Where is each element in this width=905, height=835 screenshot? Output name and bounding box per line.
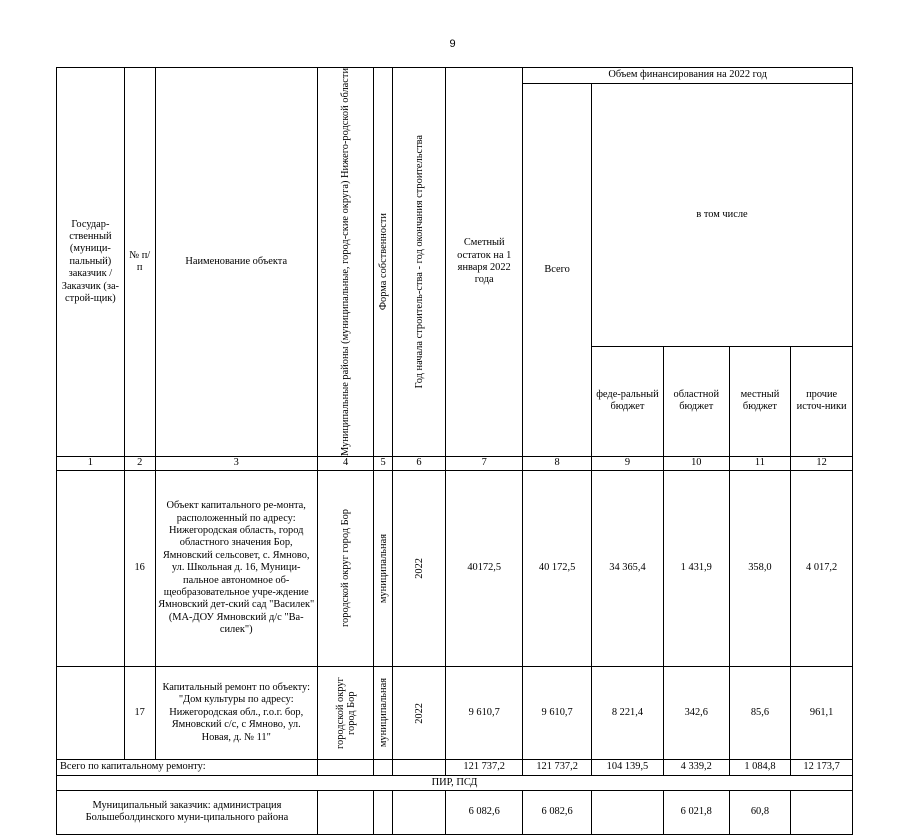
total-row xyxy=(57,759,853,775)
header-federal: феде-ральный бюджет xyxy=(592,346,664,456)
row-district-text: городской округ город Бор xyxy=(334,677,357,749)
header-funding: Объем финансирования на 2022 год xyxy=(523,68,853,84)
col-number: 7 xyxy=(446,456,523,470)
row-year-text: 2022 xyxy=(413,558,425,579)
row-federal: 34 365,4 xyxy=(592,470,664,666)
total-empty xyxy=(317,759,373,775)
total-local: 1 084,8 xyxy=(729,759,791,775)
row-name: Капитальный ремонт по объекту: "Дом культуры по адресу: Нижегородская обл., г.о.г. бор, Ямновский с/с, с Ямново, ул. Новая, д. № 11" xyxy=(155,666,317,759)
page-number: 9 xyxy=(449,38,456,50)
customer-empty xyxy=(374,790,392,834)
header-regional: областной бюджет xyxy=(663,346,729,456)
customer-label: Муниципальный заказчик: администрация Большеболдинского муни-ципального района xyxy=(57,790,318,834)
table-row xyxy=(57,666,853,759)
row-regional: 342,6 xyxy=(663,666,729,759)
col-number: 2 xyxy=(124,456,155,470)
customer-empty xyxy=(392,790,445,834)
row-other: 961,1 xyxy=(791,666,853,759)
col-number: 9 xyxy=(592,456,664,470)
total-empty xyxy=(374,759,392,775)
total-federal: 104 139,5 xyxy=(592,759,664,775)
row-name: Объект капитального ре-монта, расположенный по адресу: Нижегородская область, город областного значения Бор, Ямновский сельсовет, с. Ямново, ул. Школьная д. 16, Муници-пальное автономное об-щеобразовательное учре-ждение Ямновский дет-ский сад "Василек" (МА-ДОУ Ямновский д/с "Ва-силек") xyxy=(155,470,317,666)
financing-table xyxy=(56,67,853,835)
total-regional: 4 339,2 xyxy=(663,759,729,775)
col-number: 6 xyxy=(392,456,445,470)
row-district-text: городской округ город Бор xyxy=(340,509,352,628)
row-other: 4 017,2 xyxy=(791,470,853,666)
total-estimate: 121 737,2 xyxy=(446,759,523,775)
row-ownership-text: муниципальная xyxy=(377,533,389,604)
col-number: 8 xyxy=(523,456,592,470)
row-num: 17 xyxy=(124,666,155,759)
header-customer: Государ-ственный (муници-пальный) заказчик / Заказчик (за-строй-щик) xyxy=(57,68,125,457)
row-federal: 8 221,4 xyxy=(592,666,664,759)
row-year xyxy=(392,666,445,759)
col-number: 4 xyxy=(317,456,373,470)
total-label: Всего по капитальному ремонту: xyxy=(57,759,318,775)
header-total: Всего xyxy=(523,84,592,457)
header-including: в том числе xyxy=(592,84,853,347)
row-total: 9 610,7 xyxy=(523,666,592,759)
row-num: 16 xyxy=(124,470,155,666)
row-ownership xyxy=(374,470,392,666)
col-number: 1 xyxy=(57,456,125,470)
row-total: 40 172,5 xyxy=(523,470,592,666)
row-regional: 1 431,9 xyxy=(663,470,729,666)
row-local: 358,0 xyxy=(729,470,791,666)
customer-local: 60,8 xyxy=(729,790,791,834)
col-number: 5 xyxy=(374,456,392,470)
header-other: прочие источ-ники xyxy=(791,346,853,456)
row-year-text: 2022 xyxy=(413,702,425,724)
col-number: 11 xyxy=(729,456,791,470)
row-local: 85,6 xyxy=(729,666,791,759)
customer-estimate: 6 082,6 xyxy=(446,790,523,834)
total-total: 121 737,2 xyxy=(523,759,592,775)
header-name: Наименование объекта xyxy=(155,68,317,457)
header-local: местный бюджет xyxy=(729,346,791,456)
column-number-row xyxy=(57,456,853,470)
row-ownership-text: муниципальная xyxy=(377,678,389,748)
row-estimate: 9 610,7 xyxy=(446,666,523,759)
customer-row xyxy=(57,790,853,834)
header-estimate: Сметный остаток на 1 января 2022 года xyxy=(446,68,523,457)
header-districts-text: Муниципальные районы (муниципальные, город-ские округа) Нижего-родской области xyxy=(340,68,352,456)
row-year xyxy=(392,470,445,666)
col-number: 3 xyxy=(155,456,317,470)
section-row xyxy=(57,775,853,790)
section-title: ПИР, ПСД xyxy=(57,775,853,790)
total-other: 12 173,7 xyxy=(791,759,853,775)
header-years xyxy=(392,68,445,457)
row-ownership xyxy=(374,666,392,759)
customer-total: 6 082,6 xyxy=(523,790,592,834)
header-ownership xyxy=(374,68,392,457)
table-row xyxy=(57,470,853,666)
row-district xyxy=(317,666,373,759)
customer-regional: 6 021,8 xyxy=(663,790,729,834)
row-district xyxy=(317,470,373,666)
header-years-text: Год начала строитель-ства - год окончания строительства xyxy=(413,135,425,389)
col-number: 10 xyxy=(663,456,729,470)
row-estimate: 40172,5 xyxy=(446,470,523,666)
col-number: 12 xyxy=(791,456,853,470)
header-ownership-text: Форма собственности xyxy=(377,213,389,311)
customer-other xyxy=(791,790,853,834)
header-num: № п/п xyxy=(124,68,155,457)
customer-federal xyxy=(592,790,664,834)
row-customer xyxy=(57,666,125,759)
customer-empty xyxy=(317,790,373,834)
header-districts xyxy=(317,68,373,457)
row-customer xyxy=(57,470,125,666)
total-empty xyxy=(392,759,445,775)
